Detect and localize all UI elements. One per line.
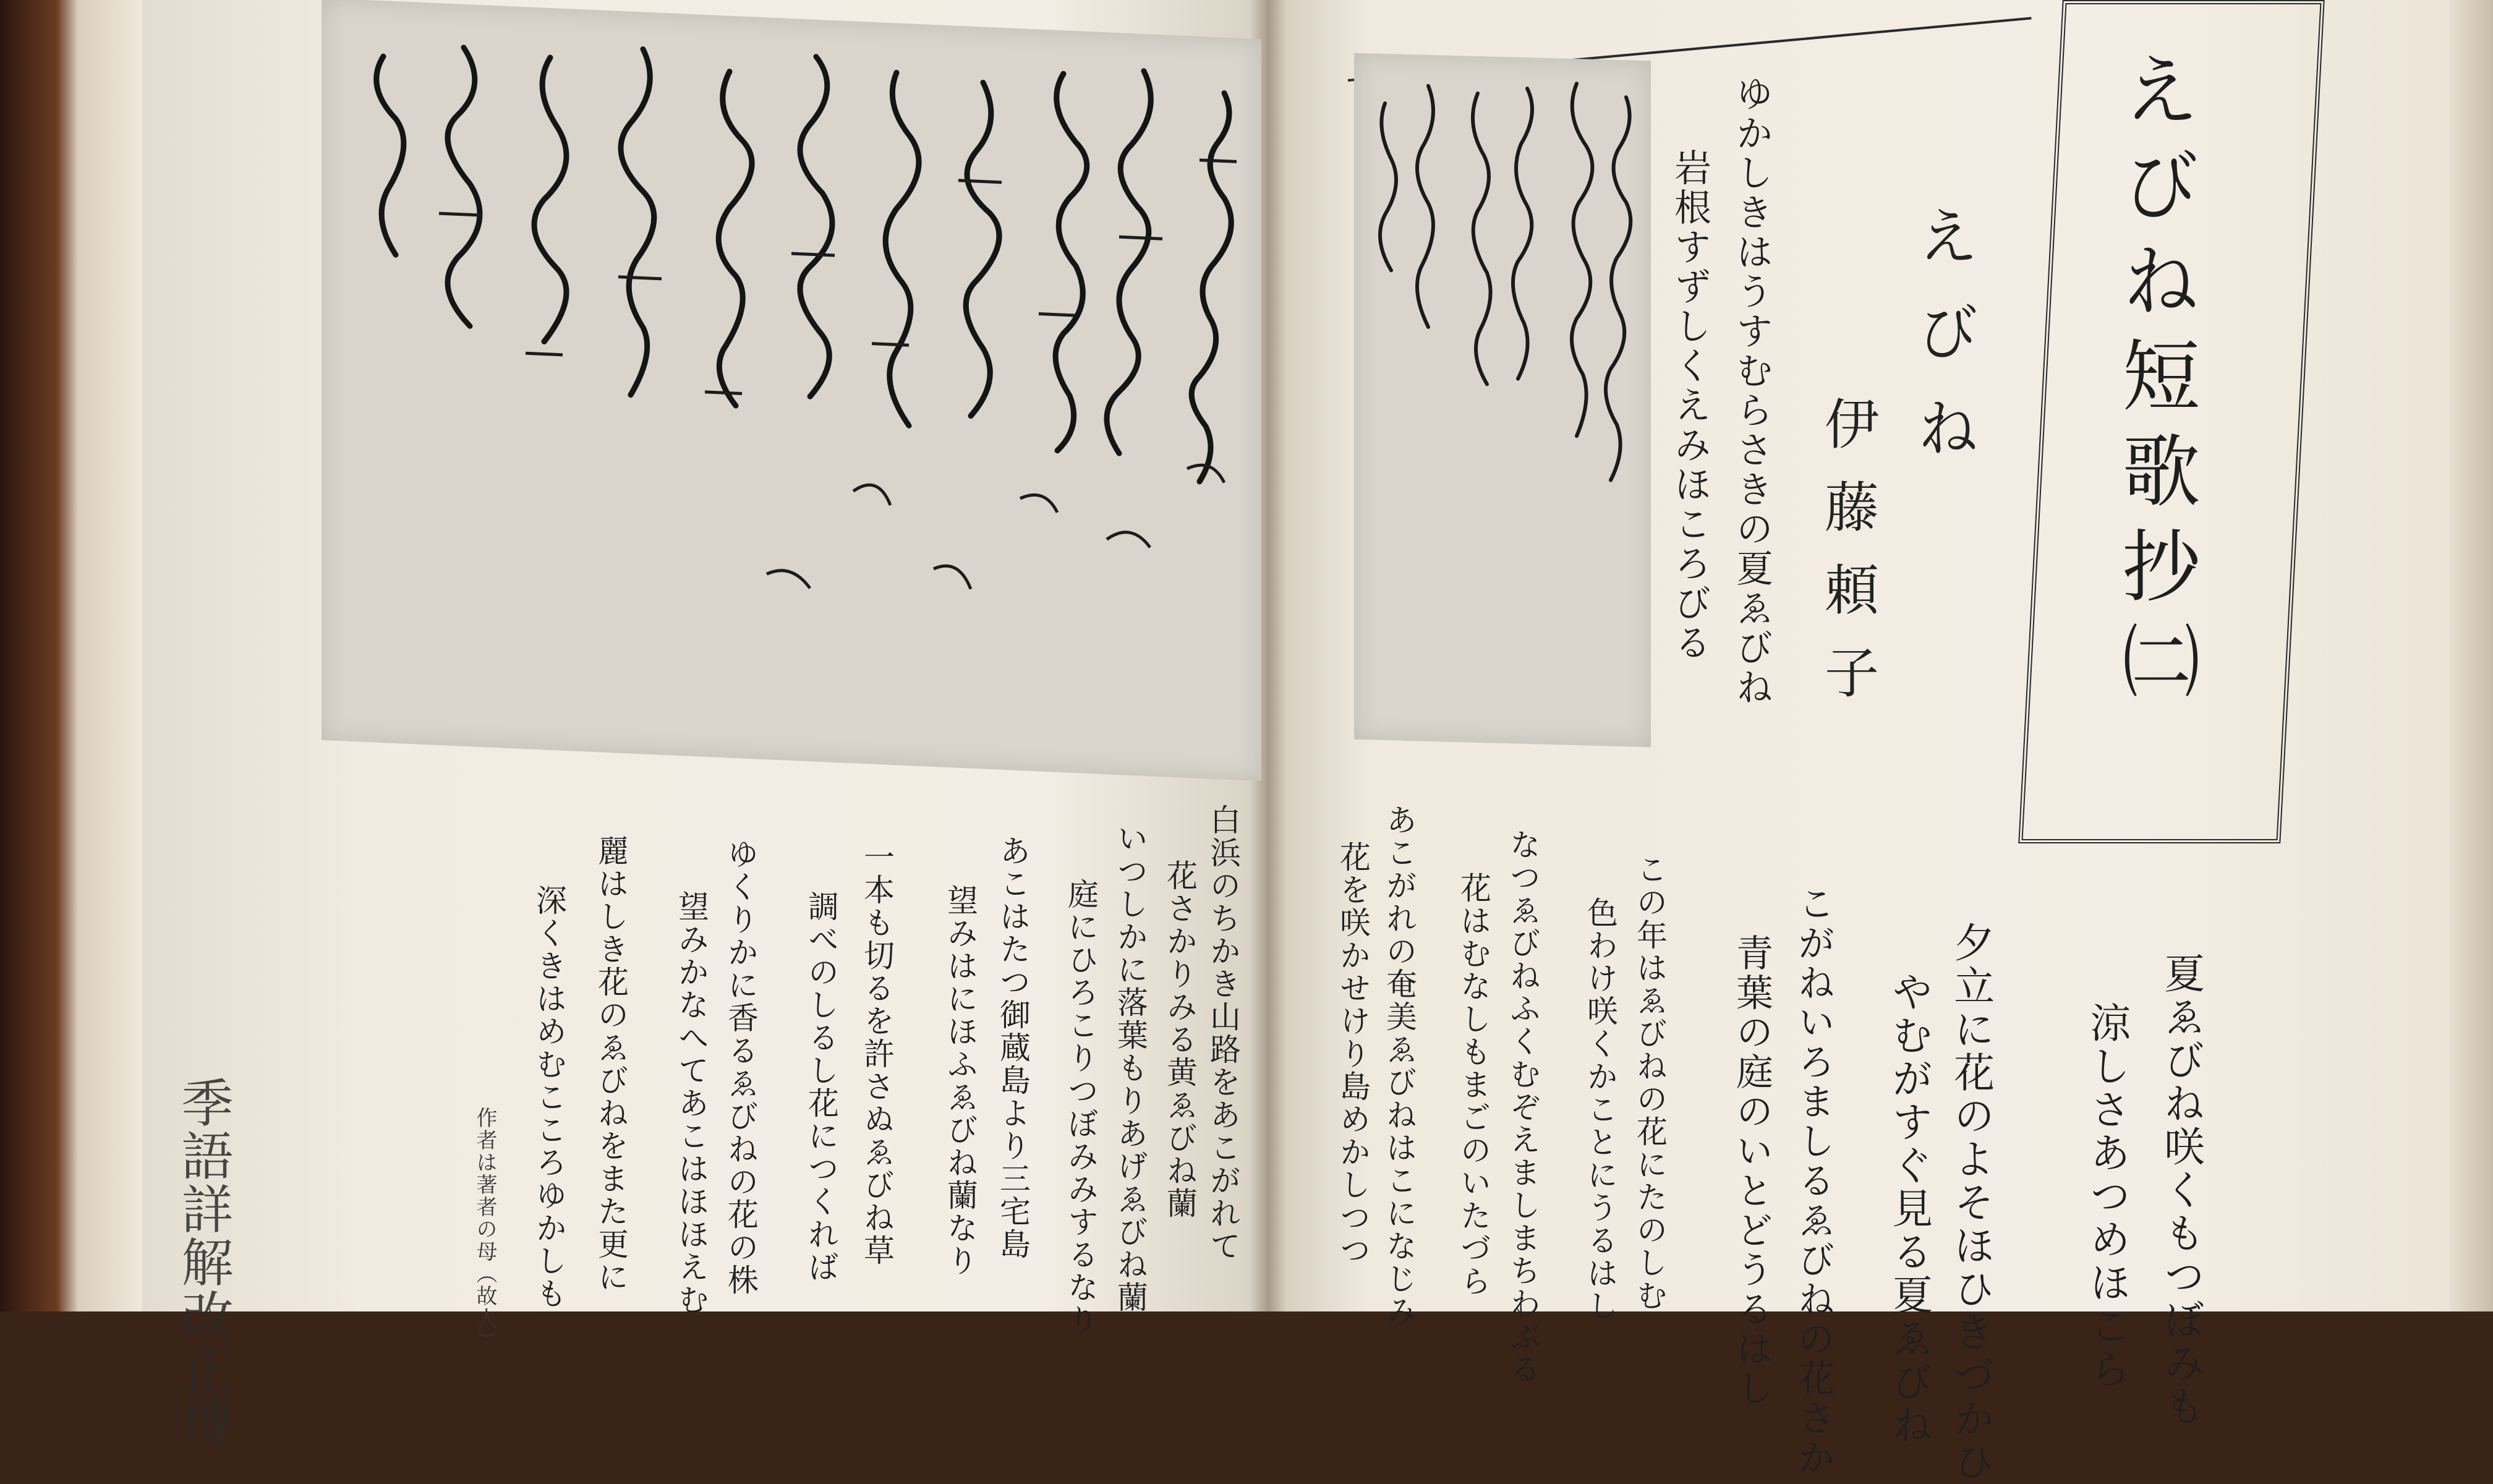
- calligraphy-image-large: [322, 0, 1261, 781]
- featured-poem-line-1: ゆかしきはうすむらさきの夏ゑびね: [1730, 74, 1773, 707]
- author-name: 伊藤頼子: [1816, 396, 1880, 727]
- book-spine-edge: [0, 0, 142, 1311]
- left-poem-line: 白浜のちかき山路をあこがれて: [1205, 804, 1241, 1263]
- left-poem-line: ゆくりかに香るゑびねの花の株: [723, 838, 759, 1297]
- right-poem-line: こがねいろましるゑびねの花さか: [1792, 884, 1835, 1478]
- left-poem-line: いつしかに落葉もりあげゑびね蘭: [1112, 822, 1148, 1314]
- left-poem-line: 麗はしき花のゑびねをまた更に: [593, 835, 629, 1294]
- right-poem-line: 花を咲かせけり島めかしつつ: [1335, 841, 1371, 1267]
- page-title: えびね短歌抄㈡: [2110, 49, 2201, 716]
- left-poem-line: 花さかりみる黄ゑびね蘭: [1162, 859, 1198, 1220]
- right-poem-line: なつゑびねふくむぞえましまちわぶる: [1505, 829, 1541, 1386]
- left-poem-line: 庭にひろこりつぼみみするなり: [1063, 878, 1099, 1337]
- left-poem-line: 深くきはめむこころゆかしも: [531, 884, 567, 1310]
- calligraphy-image-small: [1354, 53, 1651, 748]
- section-title: えびね: [1907, 204, 1979, 492]
- right-poem-line: 夕立に花のよそほひきづかひ: [1946, 921, 1995, 1484]
- left-poem-line: 望みはにほふゑびね蘭なり: [942, 884, 978, 1277]
- right-poem-line: 色わけ咲くかことにうるはし: [1582, 897, 1618, 1323]
- right-page-edge: [2450, 0, 2493, 1311]
- right-poem-line: この年はゑびねの花にたのしむ: [1632, 853, 1668, 1312]
- right-poem-line: やむがすぐ見る夏ゑびね: [1885, 971, 1933, 1447]
- left-poem-line: 望みかなへてあこはほほえむ: [673, 890, 709, 1316]
- spine-title: 季語詳解改正博: [173, 1076, 234, 1448]
- right-poem-line: 夏ゑびね咲くもつぼみも: [2157, 952, 2205, 1428]
- right-poem-line: 花はむなしもまごのいたづら: [1455, 872, 1491, 1298]
- featured-poem-line-2: 岩根すずしくえみほころびる: [1668, 148, 1711, 663]
- author-note: 作者は著者の母（故人）: [472, 1107, 497, 1352]
- left-poem-line: 一本も切るを許さぬゑびね草: [859, 841, 895, 1267]
- left-poem-line: あこはたつ御蔵島より三宅島: [995, 835, 1031, 1261]
- left-poem-line: 調べのしるし花につくれば: [803, 890, 839, 1284]
- right-poem-line: あこがれの奄美ゑびねはこになじみ: [1381, 804, 1417, 1328]
- right-poem-line: 涼しさあつめほこら: [2082, 1002, 2131, 1391]
- right-poem-line: 青葉の庭のいとどうるはし: [1730, 934, 1773, 1409]
